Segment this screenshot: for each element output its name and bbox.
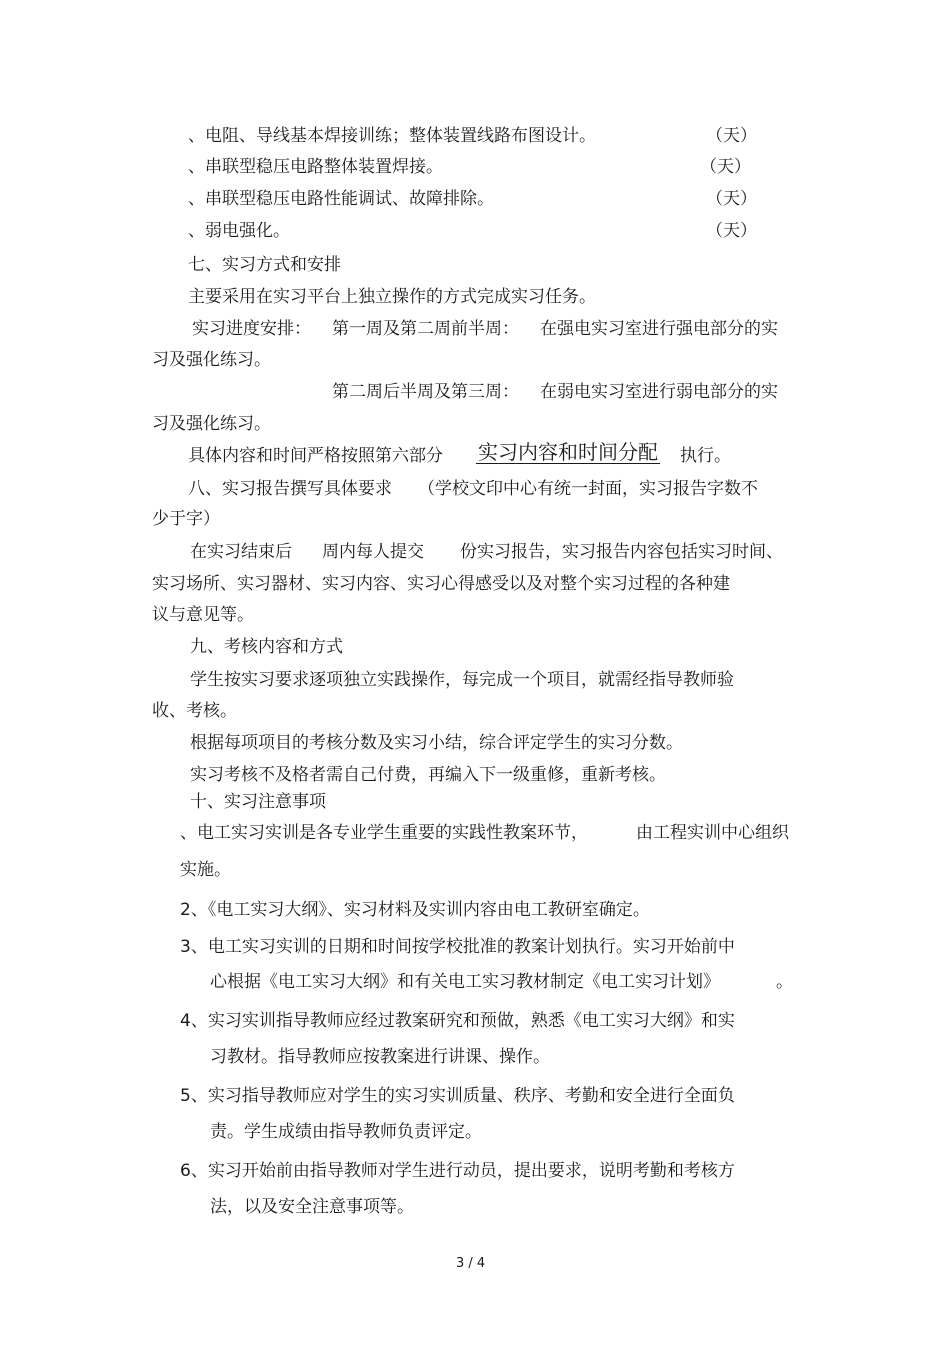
notice-6-cont: 法，以及安全注意事项等。 <box>210 1197 414 1217</box>
section-8-heading: 八、实习报告撰写具体要求 <box>188 479 392 499</box>
notice-5-cont: 责。学生成绩由指导教师负责评定。 <box>210 1122 482 1142</box>
notice-4-cont: 习教材。指导教师应按教案进行讲课、操作。 <box>210 1047 550 1067</box>
notice-1-cont: 实施。 <box>180 860 231 880</box>
schedule-item-3: 、串联型稳压电路性能调试、故障排除。 <box>188 189 494 209</box>
schedule-desc-1-cont: 习及强化练习。 <box>152 350 271 370</box>
notice-3: 3、电工实习实训的日期和时间按学校批准的教案计划执行。实习开始前中 <box>180 937 735 957</box>
section-7-paragraph: 主要采用在实习平台上独立操作的方式完成实习任务。 <box>188 287 596 307</box>
notice-6: 6、实习开始前由指导教师对学生进行动员，提出要求，说明考勤和考核方 <box>180 1161 735 1181</box>
schedule-period-1: 第一周及第二周前半周： <box>332 319 519 339</box>
section-8-note-cont: 少于字） <box>152 509 220 529</box>
content-reference-end: 执行。 <box>680 446 731 466</box>
report-text-1: 在实习结束后 <box>190 542 292 562</box>
content-reference-text: 具体内容和时间严格按照第六部分 <box>188 446 443 466</box>
report-text-4: 实习场所、实习器材、实习内容、实习心得感受以及对整个实习过程的各种建 <box>152 574 730 594</box>
schedule-item-1-unit: （天） <box>706 126 757 146</box>
notice-3-cont: 心根据《电工实习大纲》和有关电工实习教材制定《电工实习计划》 <box>210 972 720 992</box>
report-text-5: 议与意见等。 <box>152 605 254 625</box>
schedule-item-1: 、电阻、导线基本焊接训练；整体装置线路布图设计。 <box>188 126 596 146</box>
section-10-heading: 十、实习注意事项 <box>190 792 326 812</box>
assessment-text-1: 学生按实习要求逐项独立实践操作，每完成一个项目，就需经指导教师验 <box>190 670 734 690</box>
schedule-item-2: 、串联型稳压电路整体装置焊接。 <box>188 157 443 177</box>
notice-1-b: 由工程实训中心组织 <box>636 823 789 843</box>
notice-3-end: 。 <box>776 972 793 992</box>
section-8-note: （学校文印中心有统一封面，实习报告字数不 <box>418 479 758 499</box>
schedule-period-2: 第二周后半周及第三周： <box>332 382 519 402</box>
section-9-heading: 九、考核内容和方式 <box>190 637 343 657</box>
assessment-text-3: 实习考核不及格者需自己付费，再编入下一级重修，重新考核。 <box>190 765 666 785</box>
notice-2: 2、《电工实习大纲》、实习材料及实训内容由电工教研室确定。 <box>180 900 650 920</box>
assessment-text-1-cont: 收、考核。 <box>152 701 237 721</box>
section-7-heading: 七、实习方式和安排 <box>188 255 341 275</box>
notice-4: 4、实习实训指导教师应经过教案研究和预做，熟悉《电工实习大纲》和实 <box>180 1011 735 1031</box>
schedule-desc-1: 在强电实习室进行强电部分的实 <box>540 319 778 339</box>
page-number: 3 / 4 <box>456 1256 486 1271</box>
schedule-item-2-unit: （天） <box>700 157 751 177</box>
content-reference-underlined: 实习内容和时间分配 <box>478 440 658 464</box>
notice-1: 、电工实习实训是各专业学生重要的实践性教案环节， <box>180 823 588 843</box>
schedule-label: 实习进度安排： <box>192 319 311 339</box>
schedule-item-3-unit: （天） <box>706 189 757 209</box>
schedule-desc-2-cont: 习及强化练习。 <box>152 414 271 434</box>
report-text-2: 周内每人提交 <box>322 542 424 562</box>
schedule-item-4-unit: （天） <box>706 221 757 241</box>
report-text-3: 份实习报告，实习报告内容包括实习时间、 <box>460 542 783 562</box>
assessment-text-2: 根据每项项目的考核分数及实习小结，综合评定学生的实习分数。 <box>190 733 683 753</box>
notice-5: 5、实习指导教师应对学生的实习实训质量、秩序、考勤和安全进行全面负 <box>180 1086 735 1106</box>
schedule-item-4: 、弱电强化。 <box>188 221 290 241</box>
schedule-desc-2: 在弱电实习室进行弱电部分的实 <box>540 382 778 402</box>
